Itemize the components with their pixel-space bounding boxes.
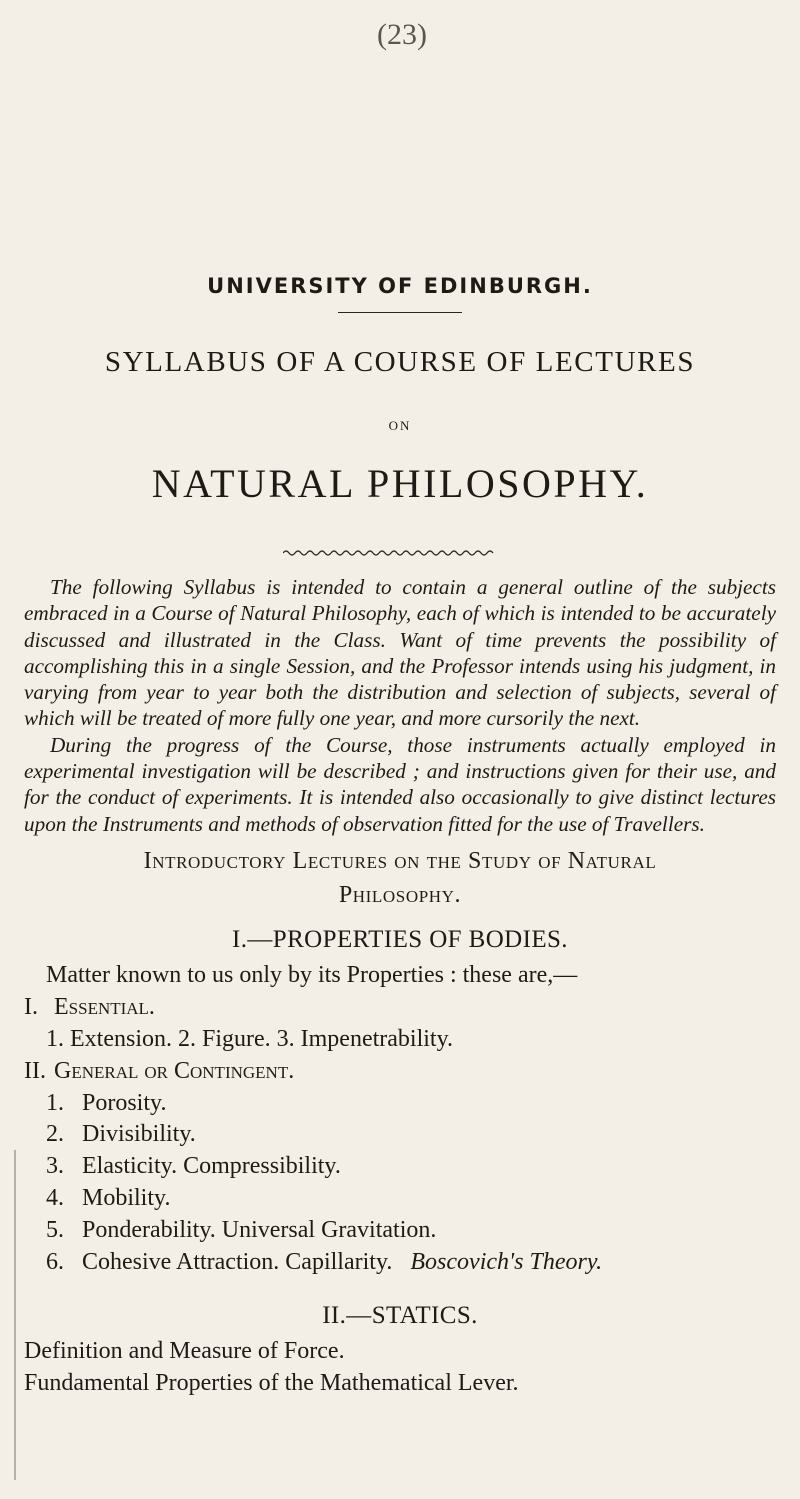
item-text: Mobility. bbox=[82, 1185, 171, 1211]
list-item bbox=[46, 1217, 436, 1244]
statics-line: Definition and Measure of Force. bbox=[24, 1338, 345, 1364]
item-number: 5. bbox=[46, 1217, 64, 1243]
heading-line: Philosophy. bbox=[338, 882, 462, 908]
page-edge-shadow bbox=[14, 1150, 16, 1480]
page-number: (23) bbox=[377, 18, 427, 51]
item-number: 6. bbox=[46, 1249, 64, 1275]
list-item bbox=[46, 1153, 341, 1180]
introduction-text bbox=[24, 574, 776, 837]
item-number: 4. bbox=[46, 1185, 64, 1211]
item-number: 2. bbox=[46, 1121, 64, 1147]
heading-line: Introductory Lectures on the Study of Natural bbox=[143, 848, 657, 874]
boscovich-theory: Boscovich's Theory. bbox=[410, 1249, 603, 1275]
statics-line: Fundamental Properties of the Mathematical Lever. bbox=[24, 1370, 519, 1396]
general-heading bbox=[24, 1058, 294, 1085]
general-label: General or Contingent. bbox=[54, 1058, 295, 1084]
heading-rule bbox=[338, 312, 462, 313]
list-item bbox=[46, 1121, 196, 1148]
intro-paragraph: During the progress of the Course, those instruments actually employed in experimental investigation will be described ; and instructions given for their use, and for the conduct of experiments. It is intended also occasionally to give distinct lectures upon the Instruments and methods of observation fitted for the use of Travellers. bbox=[24, 732, 776, 836]
ornamental-wave-divider bbox=[283, 548, 519, 558]
roman-numeral: II. bbox=[24, 1058, 46, 1084]
university-heading: UNIVERSITY OF EDINBURGH. bbox=[207, 274, 593, 298]
item-text: Cohesive Attraction. Capillarity. bbox=[82, 1249, 393, 1275]
intro-paragraph: The following Syllabus is intended to contain a general outline of the subjects embraced in a Course of Natural Philosophy, each of which is intended to be accurately discussed and illustrated in the Class. Want of time prevents the possibility of accomplishing this in a single Session, and the Professor intends using his judgment, in varying from year to year both the distribution and selection of subjects, several of which will be treated of more fully one year, and more cursorily the next. bbox=[24, 575, 776, 731]
essential-items: 1. Extension. 2. Figure. 3. Impenetrability. bbox=[46, 1026, 454, 1052]
subject-title: NATURAL PHILOSOPHY. bbox=[151, 461, 649, 506]
item-number: 3. bbox=[46, 1153, 64, 1179]
essential-heading bbox=[24, 994, 155, 1021]
section-title-statics: II.—STATICS. bbox=[322, 1302, 478, 1329]
list-item bbox=[46, 1249, 602, 1276]
list-item bbox=[46, 1090, 166, 1117]
properties-lead: Matter known to us only by its Properties : these are,— bbox=[46, 962, 578, 988]
section-title-properties: I.—PROPERTIES OF BODIES. bbox=[232, 926, 568, 953]
item-text: Ponderability. Universal Gravitation. bbox=[82, 1217, 437, 1243]
item-text: Divisibility. bbox=[82, 1121, 196, 1147]
item-number: 1. bbox=[46, 1090, 64, 1116]
item-text: Elasticity. Compressibility. bbox=[82, 1153, 341, 1179]
roman-numeral: I. bbox=[24, 994, 38, 1020]
on-label: ON bbox=[388, 418, 412, 433]
syllabus-title: SYLLABUS OF A COURSE OF LECTURES bbox=[104, 346, 696, 378]
introductory-lectures-heading bbox=[0, 844, 800, 912]
list-item bbox=[46, 1185, 170, 1212]
essential-label: Essential. bbox=[54, 994, 155, 1020]
item-text: Porosity. bbox=[82, 1090, 167, 1116]
